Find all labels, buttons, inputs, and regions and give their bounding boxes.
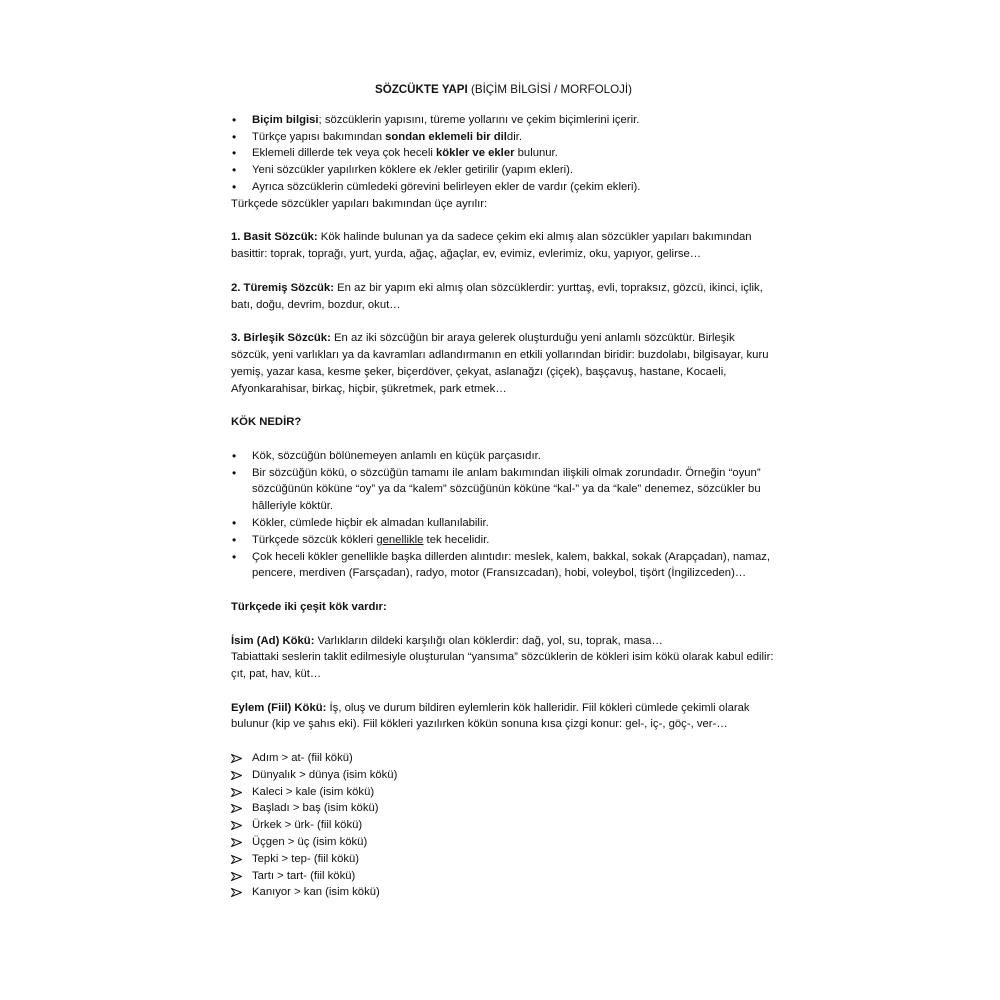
example-text: Tepki > tep- (fiil kökü) bbox=[252, 852, 360, 865]
basit-sozcuk-paragraph bbox=[231, 229, 776, 263]
turemis-sozcuk-paragraph bbox=[231, 280, 776, 314]
term-label: 3. Birleşik Sözcük: bbox=[231, 332, 331, 345]
bold-term: kökler ve ekler bbox=[435, 147, 515, 160]
term-text: Varlıkların dildeki karşılığı olan köklerdir: dağ, yol, su, toprak, masa… bbox=[314, 634, 663, 647]
bold-term: sondan eklemeli bir dil bbox=[385, 130, 507, 143]
example-text: Adım > at- (fiil kökü) bbox=[252, 752, 353, 765]
example-text: Ürkek > ürk- (fiil kökü) bbox=[252, 819, 363, 832]
item-text: ; sözcüklerin yapısını, türeme yollarını ve çekim biçimlerini içerir. bbox=[318, 113, 640, 126]
term-label: 2. Türemiş Sözcük: bbox=[231, 281, 334, 294]
item-text: Çok heceli kökler genellikle başka dillerden alıntıdır: meslek, kalem, bakkal, sokak (Arapçadan), namaz, pencere, merdiven (Farsçadan), radyo, motor (Fransızcadan), hobi, voleybol, tişört (İngilizceden)… bbox=[252, 550, 771, 580]
arrowhead-bullet-icon bbox=[231, 872, 242, 881]
example-text: Dünyalık > dünya (isim kökü) bbox=[252, 768, 398, 781]
item-text: Ayrıca sözcüklerin cümledeki görevini belirleyen ekler de vardır (çekim ekleri). bbox=[252, 180, 641, 193]
item-text: bulunur. bbox=[514, 147, 558, 160]
item-text: Kökler, cümlede hiçbir ek almadan kullanılabilir. bbox=[252, 516, 489, 529]
example-item bbox=[231, 868, 776, 885]
example-item bbox=[231, 800, 776, 817]
term-text: Kök halinde bulunan ya da sadece çekim eki almış alan sözcükler yapıları bakımından basittir: toprak, toprağı, yurt, yurda, ağaç, ağaçlar, ev, evimiz, evlerimiz, oku, yapıyor, gelirse… bbox=[231, 231, 752, 261]
list-item bbox=[231, 179, 776, 196]
example-text: Tartı > tart- (fiil kökü) bbox=[252, 869, 356, 882]
item-text: Kök, sözcüğün bölünemeyen anlamlı en küçük parçasıdır. bbox=[252, 449, 541, 462]
item-text: Yeni sözcükler yapılırken köklere ek /ekler getirilir (yapım ekleri). bbox=[252, 164, 574, 177]
arrowhead-bullet-icon bbox=[231, 838, 242, 847]
example-item bbox=[231, 884, 776, 901]
isim-koku-paragraph bbox=[231, 633, 776, 650]
item-text: dir. bbox=[506, 130, 522, 143]
example-item bbox=[231, 784, 776, 801]
list-item bbox=[231, 532, 776, 549]
term-label: Eylem (Fiil) Kökü: bbox=[231, 701, 327, 714]
example-item bbox=[231, 817, 776, 834]
list-item bbox=[231, 112, 776, 129]
example-item bbox=[231, 750, 776, 767]
example-text: Kaleci > kale (isim kökü) bbox=[252, 785, 375, 798]
item-text: tek hecelidir. bbox=[423, 533, 490, 546]
example-item bbox=[231, 834, 776, 851]
example-item bbox=[231, 851, 776, 868]
arrowhead-bullet-icon bbox=[231, 754, 242, 763]
term-label: İsim (Ad) Kökü: bbox=[231, 634, 315, 647]
arrowhead-bullet-icon bbox=[231, 888, 242, 897]
arrowhead-bullet-icon bbox=[231, 804, 242, 813]
kinds-heading: Türkçede iki çeşit kök vardır: bbox=[231, 600, 387, 613]
term-text: En az bir yapım eki almış olan sözcüklerdir: yurttaş, evli, topraksız, gözcü, ikinci, içlik, batı, doğu, devrim, bozdur, okut… bbox=[231, 281, 763, 311]
eylem-koku-paragraph bbox=[231, 700, 776, 734]
example-text: Kanıyor > kan (isim kökü) bbox=[252, 886, 380, 899]
birlesik-sozcuk-paragraph bbox=[231, 330, 776, 397]
list-item bbox=[231, 145, 776, 162]
intro-bullet-list bbox=[231, 112, 776, 196]
list-item bbox=[231, 448, 776, 465]
list-item bbox=[231, 549, 776, 583]
item-text: Türkçe yapısı bakımından bbox=[252, 130, 386, 143]
example-text: Başladı > baş (isim kökü) bbox=[252, 802, 379, 815]
term-label: 1. Basit Sözcük: bbox=[231, 231, 318, 244]
list-item bbox=[231, 162, 776, 179]
item-text: Eklemeli dillerde tek veya çok heceli bbox=[252, 147, 436, 160]
list-item bbox=[231, 515, 776, 532]
arrowhead-bullet-icon bbox=[231, 821, 242, 830]
intro-line: Türkçede sözcükler yapıları bakımından üçe ayrılır: bbox=[231, 197, 488, 210]
item-text: Bir sözcüğün kökü, o sözcüğün tamamı ile anlam bakımından ilişkili olmak zorundadır. Örneğin “oyun” sözcüğünün köküne “oy” ya da “kalem” sözcüğünün köküne “kal-” ya da “kale” denemez, sözcükler bu hâlleriyle köktür. bbox=[252, 466, 761, 513]
list-item bbox=[231, 129, 776, 146]
term-text: İş, oluş ve durum bildiren eylemlerin kök halleridir. Fiil kökleri cümlede çekimli olarak bulunur (kip ve şahıs eki). Fiil kökleri yazılırken kökün sonuna kısa çizgi konur: gel-, iç-, göç-, ver-… bbox=[231, 701, 750, 731]
arrowhead-bullet-icon bbox=[231, 788, 242, 797]
title-main: SÖZCÜKTE YAPI bbox=[374, 83, 468, 96]
example-list bbox=[231, 750, 776, 901]
title-sub: (BİÇİM BİLGİSİ / MORFOLOJİ) bbox=[467, 83, 633, 96]
isim-koku-note: Tabiattaki seslerin taklit edilmesiyle oluşturulan “yansıma” sözcüklerin de kökleri isim kökü olarak kabul edilir: çıt, pat, hav, küt… bbox=[231, 651, 774, 681]
document-page bbox=[231, 82, 776, 901]
term-text: En az iki sözcüğün bir araya gelerek oluşturduğu yeni anlamlı sözcüktür. Birleşik sözcük, yeni varlıkları ya da kavramları adlandırmanın en etkili yollarından biridir: buzdolabı, bilgisayar, kuru yemiş, yazar kasa, kesme şeker, biçerdöver, çekyat, aslanağzı (çiçek), başçavuş, hastane, Kocaeli, Afyonkarahisar, birkaç, hiçbir, şükretmek, park etmek… bbox=[231, 332, 769, 395]
item-text: Türkçede sözcük kökleri bbox=[252, 533, 377, 546]
kok-bullet-list bbox=[231, 448, 776, 582]
example-text: Üçgen > üç (isim kökü) bbox=[252, 836, 368, 849]
bold-term: Biçim bilgisi bbox=[252, 113, 319, 126]
kok-heading: KÖK NEDİR? bbox=[231, 416, 302, 429]
list-item bbox=[231, 465, 776, 515]
arrowhead-bullet-icon bbox=[231, 771, 242, 780]
arrowhead-bullet-icon bbox=[231, 855, 242, 864]
underlined-term: genellikle bbox=[376, 533, 424, 546]
page-title bbox=[231, 82, 776, 99]
example-item bbox=[231, 767, 776, 784]
